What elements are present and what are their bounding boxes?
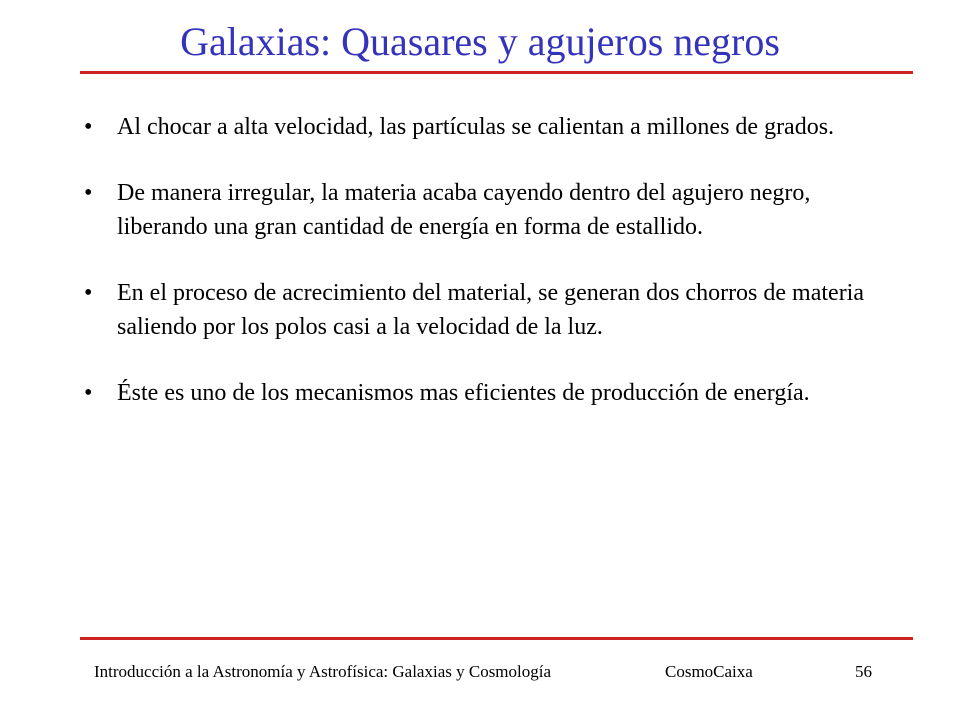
bullet-item — [80, 376, 880, 410]
bullet-text: Éste es uno de los mecanismos mas eficientes de producción de energía. — [117, 380, 810, 406]
bullet-item — [80, 110, 880, 144]
bullet-item — [80, 276, 880, 344]
bullet-item — [80, 176, 880, 244]
bullet-dot: • — [84, 280, 93, 306]
page-number: 56 — [855, 662, 872, 681]
bullet-dot: • — [84, 114, 93, 140]
bullet-dot: • — [84, 380, 93, 406]
title-divider — [80, 71, 913, 74]
footer-course-title: Introducción a la Astronomía y Astrofísica: Galaxias y Cosmología — [94, 662, 552, 681]
footer-divider — [80, 637, 913, 640]
bullet-text: De manera irregular, la materia acaba cayendo dentro del agujero negro, liberando una gran cantidad de energía en forma de estallido. — [117, 180, 811, 240]
footer-venue: CosmoCaixa — [665, 662, 753, 681]
bullet-list — [80, 110, 880, 442]
slide-title: Galaxias: Quasares y agujeros negros — [180, 19, 780, 64]
bullet-text: Al chocar a alta velocidad, las partículas se calientan a millones de grados. — [117, 114, 835, 140]
bullet-text: En el proceso de acrecimiento del material, se generan dos chorros de materia saliendo por los polos casi a la velocidad de la luz. — [117, 280, 864, 340]
bullet-dot: • — [84, 180, 93, 206]
